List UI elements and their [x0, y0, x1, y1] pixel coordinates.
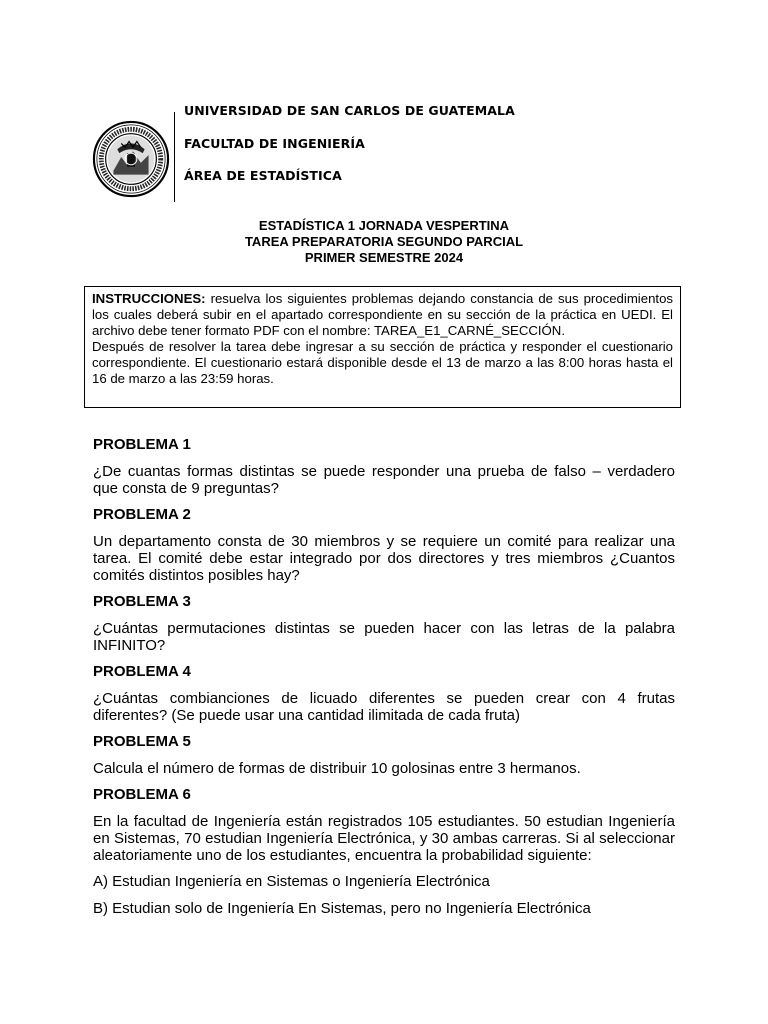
problem-5-heading: PROBLEMA 5	[93, 733, 191, 750]
problem-3-text: ¿Cuántas permutaciones distintas se pueden hacer con las letras de la palabra INFINITO?	[93, 620, 675, 654]
problem-5-text: Calcula el número de formas de distribuir 10 golosinas entre 3 hermanos.	[93, 760, 581, 777]
university-name: UNIVERSIDAD DE SAN CARLOS DE GUATEMALA	[184, 103, 515, 118]
problem-4-heading: PROBLEMA 4	[93, 663, 191, 680]
problem-1-heading: PROBLEMA 1	[93, 436, 191, 453]
problem-1-text: ¿De cuantas formas distintas se puede responder una prueba de falso – verdadero que consta de 9 preguntas?	[93, 463, 675, 497]
problem-2-text: Un departamento consta de 30 miembros y se requiere un comité para realizar una tarea. El comité debe estar integrado por dos directores y tres miembros ¿Cuantos comités distintos posibles hay?	[93, 533, 675, 584]
problem-3-heading: PROBLEMA 3	[93, 593, 191, 610]
problem-6-text: En la facultad de Ingeniería están registrados 105 estudiantes. 50 estudian Ingeniería en Sistemas, 70 estudian Ingeniería Electrónica, y 30 ambas carreras. Si al seleccionar aleatoriamente uno de los estudiantes, encuentra la probabilidad siguiente:	[93, 813, 675, 864]
title-course: ESTADÍSTICA 1 JORNADA VESPERTINA	[258, 218, 510, 233]
instructions-label: INSTRUCCIONES:	[92, 291, 206, 306]
document-title	[0, 218, 768, 266]
area-name: ÁREA DE ESTADÍSTICA	[184, 168, 342, 183]
problem-6-option-b: B) Estudian solo de Ingeniería En Sistemas, pero no Ingeniería Electrónica	[93, 900, 591, 917]
problem-6-heading: PROBLEMA 6	[93, 786, 191, 803]
university-seal-icon	[92, 120, 170, 198]
title-assignment: TAREA PREPARATORIA SEGUNDO PARCIAL	[244, 234, 524, 249]
instructions-text-2: Después de resolver la tarea debe ingresar a su sección de práctica y responder el cuestionario correspondiente. El cuestionario estará disponible desde el 13 de marzo a las 8:00 horas hasta el 16 de marzo a las 23:59 horas.	[92, 339, 673, 386]
title-semester: PRIMER SEMESTRE 2024	[304, 250, 464, 265]
problems-list	[93, 436, 675, 927]
instructions-box	[84, 286, 681, 408]
problem-4-text: ¿Cuántas combianciones de licuado diferentes se pueden crear con 4 frutas diferentes? (Se puede usar una cantidad ilimitada de cada fruta)	[93, 690, 675, 724]
instructions-text-1: resuelva los siguientes problemas dejando constancia de sus procedimientos los cuales deberá subir en el apartado correspondiente en su sección de la práctica en UEDI. El archivo debe tener formato PDF con el nombre: TAREA_E1_CARNÉ_SECCIÓN.	[92, 291, 673, 338]
faculty-name: FACULTAD DE INGENIERÍA	[184, 136, 365, 151]
problem-2-heading: PROBLEMA 2	[93, 506, 191, 523]
problem-6-option-a: A) Estudian Ingeniería en Sistemas o Ingeniería Electrónica	[93, 873, 490, 890]
header-divider	[174, 112, 175, 202]
